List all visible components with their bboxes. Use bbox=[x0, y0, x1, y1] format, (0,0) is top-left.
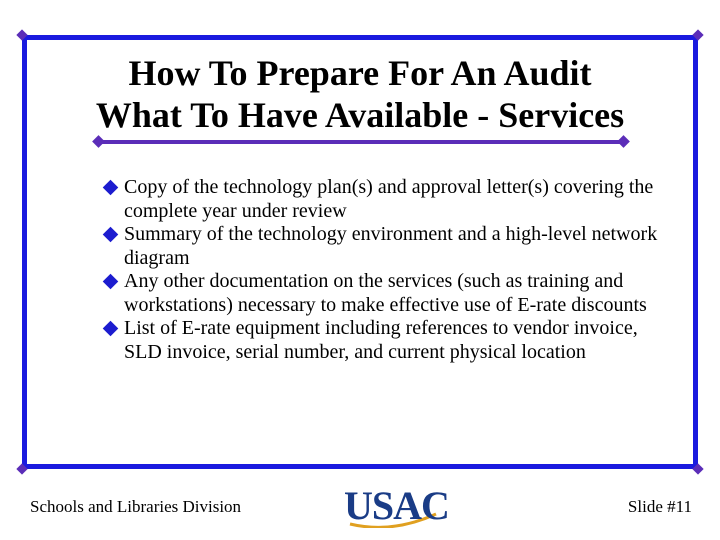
bullet-list bbox=[103, 176, 663, 364]
title-line-2: What To Have Available - Services bbox=[95, 95, 625, 135]
bullet-item bbox=[103, 223, 663, 270]
bullet-text: Copy of the technology plan(s) and approval letter(s) covering the complete year under review bbox=[124, 176, 654, 222]
logo-text: USAC bbox=[344, 483, 449, 528]
bullet-text: Any other documentation on the services (such as training and workstations) necessary to make effective use of E-rate discounts bbox=[124, 270, 647, 316]
diamond-bullet-icon bbox=[103, 274, 119, 290]
diamond-bullet-icon bbox=[103, 227, 119, 243]
title-underline bbox=[98, 140, 623, 144]
usac-logo bbox=[344, 483, 449, 528]
diamond-bullet-icon bbox=[103, 321, 119, 337]
bullet-item bbox=[103, 176, 663, 223]
bullet-item bbox=[103, 270, 663, 317]
bullet-text: List of E-rate equipment including references to vendor invoice, SLD invoice, serial number, and current physical location bbox=[124, 317, 638, 363]
bullet-text: Summary of the technology environment and a high-level network diagram bbox=[124, 223, 658, 269]
slide-number: Slide #11 bbox=[627, 497, 692, 516]
footer-division: Schools and Libraries Division bbox=[30, 497, 242, 516]
slide-title bbox=[40, 52, 680, 136]
title-line-1: How To Prepare For An Audit bbox=[128, 53, 592, 93]
diamond-bullet-icon bbox=[103, 180, 119, 196]
bullet-item bbox=[103, 317, 663, 364]
